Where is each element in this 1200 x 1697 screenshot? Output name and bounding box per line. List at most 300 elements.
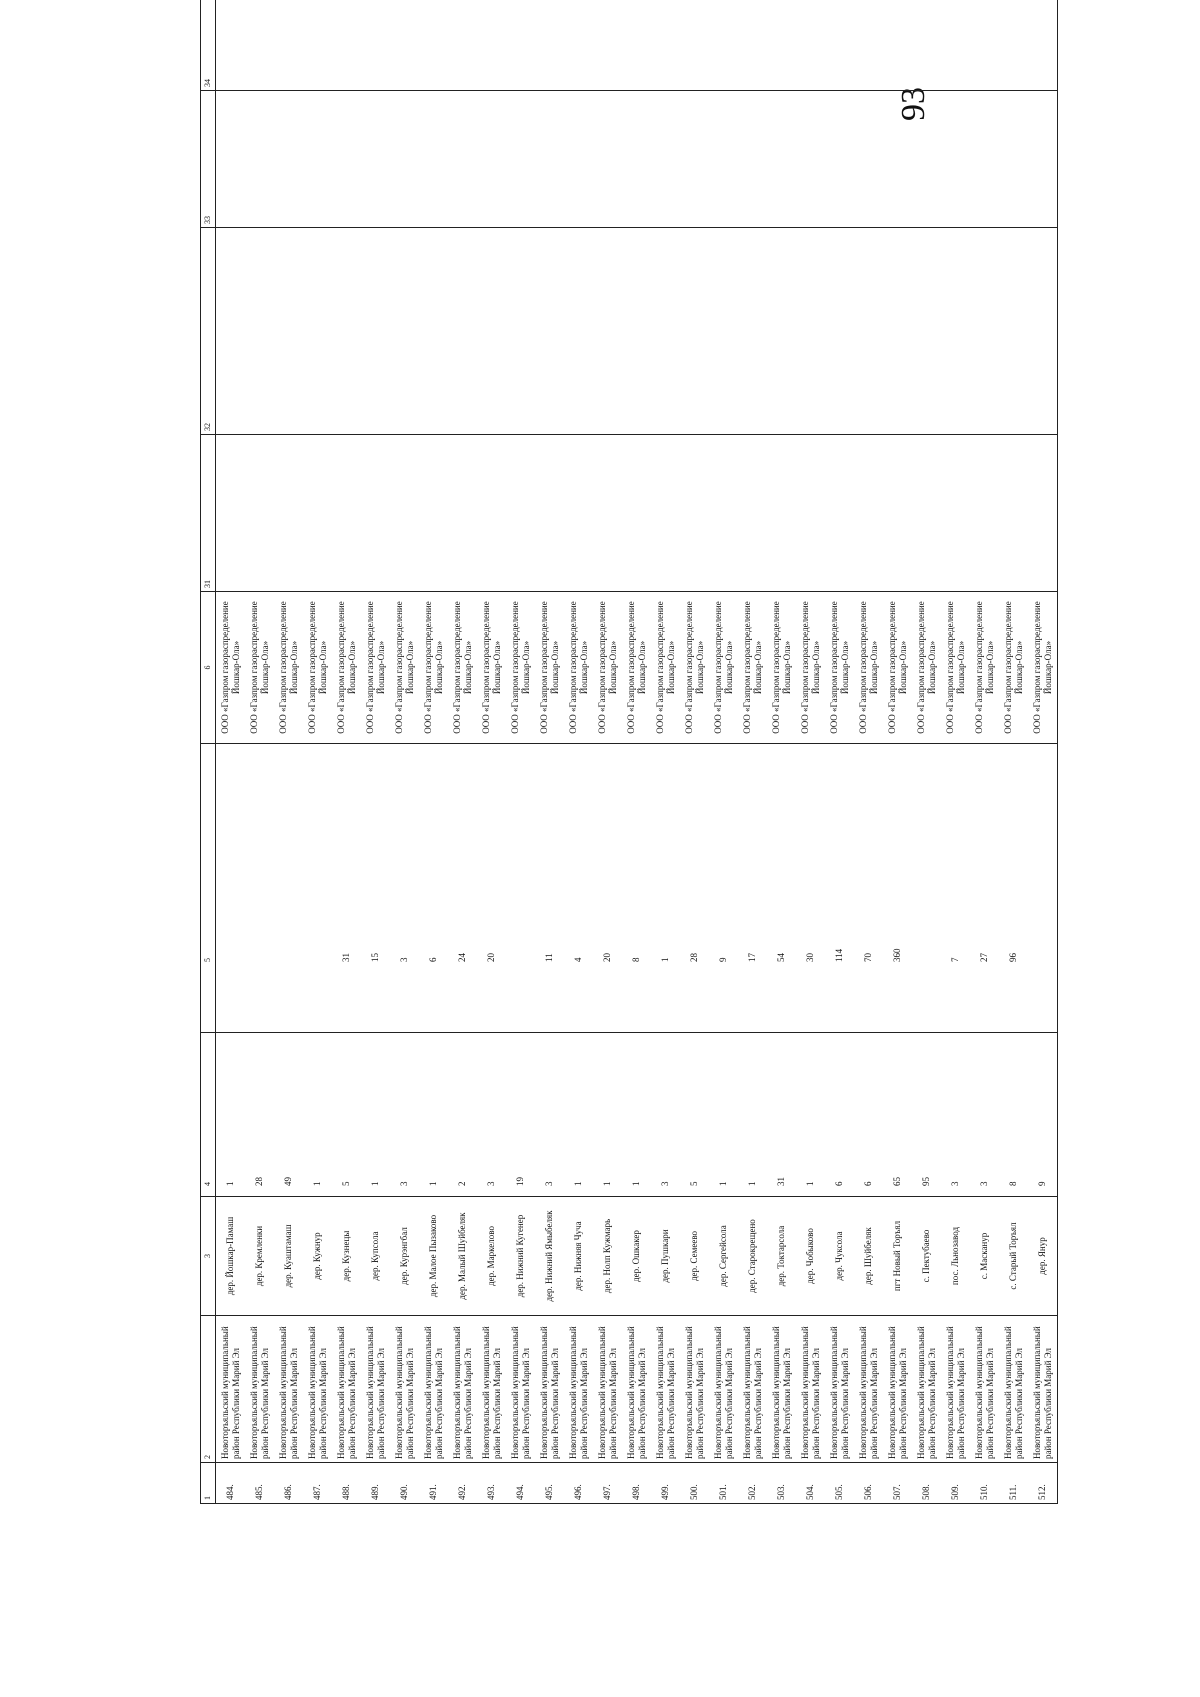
row-number: 500. — [680, 1463, 709, 1504]
col31-cell — [796, 435, 825, 592]
col32-cell — [970, 228, 999, 435]
col33-cell — [1028, 91, 1058, 228]
district-cell: Новоторъяльский муниципальный район Республики Марий Эл — [564, 1316, 593, 1463]
row-number: 485. — [245, 1463, 274, 1504]
col33-cell — [912, 91, 941, 228]
row-number: 491. — [419, 1463, 448, 1504]
col4-value-cell: 95 — [912, 1033, 941, 1197]
col5-value-cell — [303, 744, 332, 1033]
settlement-cell: пгт Новый Торъял — [883, 1197, 912, 1316]
col32-cell — [796, 228, 825, 435]
col33-cell — [564, 91, 593, 228]
table-row — [332, 0, 361, 1504]
col31-cell — [1028, 435, 1058, 592]
col4-value-cell: 6 — [825, 1033, 854, 1197]
col31-cell — [651, 435, 680, 592]
col33-cell — [680, 91, 709, 228]
col5-value-cell: 27 — [970, 744, 999, 1033]
col34-cell — [477, 0, 506, 91]
header-col-33: 33 — [201, 91, 216, 228]
organization-cell: ООО «Газпром газораспределение Йошкар-Ола» — [796, 592, 825, 744]
organization-cell: ООО «Газпром газораспределение Йошкар-Ола» — [941, 592, 970, 744]
col4-value-cell: 1 — [593, 1033, 622, 1197]
table-row — [651, 0, 680, 1504]
col32-cell — [390, 228, 419, 435]
settlement-cell: дер. Куаштамаш — [274, 1197, 303, 1316]
col5-value-cell — [245, 744, 274, 1033]
settlement-cell: дер. Чуксола — [825, 1197, 854, 1316]
col5-value-cell — [506, 744, 535, 1033]
col31-cell — [738, 435, 767, 592]
col34-cell — [419, 0, 448, 91]
settlement-cell: дер. Нижний Ямыбеляк — [535, 1197, 564, 1316]
district-cell: Новоторъяльский муниципальный район Республики Марий Эл — [303, 1316, 332, 1463]
col31-cell — [622, 435, 651, 592]
col5-value-cell — [912, 744, 941, 1033]
header-row — [201, 0, 216, 1504]
col33-cell — [883, 91, 912, 228]
col31-cell — [564, 435, 593, 592]
col33-cell — [535, 91, 564, 228]
col31-cell — [767, 435, 796, 592]
table-row — [738, 0, 767, 1504]
organization-cell: ООО «Газпром газораспределение Йошкар-Ола» — [709, 592, 738, 744]
settlement-cell: дер. Янур — [1028, 1197, 1058, 1316]
header-col-3: 3 — [201, 1197, 216, 1316]
col34-cell — [564, 0, 593, 91]
col4-value-cell: 1 — [796, 1033, 825, 1197]
organization-cell: ООО «Газпром газораспределение Йошкар-Ола» — [970, 592, 999, 744]
table-row — [709, 0, 738, 1504]
col4-value-cell: 9 — [1028, 1033, 1058, 1197]
row-number: 498. — [622, 1463, 651, 1504]
col33-cell — [854, 91, 883, 228]
row-number: 497. — [593, 1463, 622, 1504]
col34-cell — [912, 0, 941, 91]
row-number: 507. — [883, 1463, 912, 1504]
col4-value-cell: 8 — [999, 1033, 1028, 1197]
settlement-cell: дер. Кужнур — [303, 1197, 332, 1316]
row-number: 501. — [709, 1463, 738, 1504]
district-cell: Новоторъяльский муниципальный район Республики Марий Эл — [622, 1316, 651, 1463]
row-number: 510. — [970, 1463, 999, 1504]
organization-cell: ООО «Газпром газораспределение Йошкар-Ола» — [361, 592, 390, 744]
col34-cell — [361, 0, 390, 91]
settlement-cell: дер. Йошкар-Памаш — [216, 1197, 246, 1316]
col32-cell — [535, 228, 564, 435]
col33-cell — [999, 91, 1028, 228]
table-container — [200, 79, 1200, 1504]
organization-cell: ООО «Газпром газораспределение Йошкар-Ола» — [245, 592, 274, 744]
district-cell: Новоторъяльский муниципальный район Республики Марий Эл — [419, 1316, 448, 1463]
organization-cell: ООО «Газпром газораспределение Йошкар-Ола» — [593, 592, 622, 744]
organization-cell: ООО «Газпром газораспределение Йошкар-Ола» — [738, 592, 767, 744]
district-cell: Новоторъяльский муниципальный район Республики Марий Эл — [390, 1316, 419, 1463]
district-cell: Новоторъяльский муниципальный район Республики Марий Эл — [535, 1316, 564, 1463]
organization-cell: ООО «Газпром газораспределение Йошкар-Ола» — [274, 592, 303, 744]
header-col-2: 2 — [201, 1316, 216, 1463]
col5-value-cell — [216, 744, 246, 1033]
col32-cell — [622, 228, 651, 435]
table-row — [274, 0, 303, 1504]
col32-cell — [825, 228, 854, 435]
col33-cell — [390, 91, 419, 228]
col4-value-cell: 6 — [854, 1033, 883, 1197]
organization-cell: ООО «Газпром газораспределение Йошкар-Ола» — [390, 592, 419, 744]
table-row — [506, 0, 535, 1504]
col33-cell — [593, 91, 622, 228]
col4-value-cell: 1 — [738, 1033, 767, 1197]
row-number: 499. — [651, 1463, 680, 1504]
district-cell: Новоторъяльский муниципальный район Республики Марий Эл — [912, 1316, 941, 1463]
table-row — [999, 0, 1028, 1504]
settlement-cell: дер. Семеево — [680, 1197, 709, 1316]
header-col-32: 32 — [201, 228, 216, 435]
col32-cell — [477, 228, 506, 435]
table-row — [912, 0, 941, 1504]
col5-value-cell: 4 — [564, 744, 593, 1033]
col4-value-cell: 1 — [303, 1033, 332, 1197]
table-row — [303, 0, 332, 1504]
rotated-table — [200, 79, 1200, 1504]
col33-cell — [216, 91, 246, 228]
organization-cell: ООО «Газпром газораспределение Йошкар-Ола» — [419, 592, 448, 744]
col31-cell — [535, 435, 564, 592]
col31-cell — [274, 435, 303, 592]
col5-value-cell: 54 — [767, 744, 796, 1033]
row-number: 487. — [303, 1463, 332, 1504]
col33-cell — [245, 91, 274, 228]
district-cell: Новоторъяльский муниципальный район Республики Марий Эл — [332, 1316, 361, 1463]
organization-cell: ООО «Газпром газораспределение Йошкар-Ола» — [883, 592, 912, 744]
organization-cell: ООО «Газпром газораспределение Йошкар-Ола» — [332, 592, 361, 744]
district-cell: Новоторъяльский муниципальный район Республики Марий Эл — [477, 1316, 506, 1463]
table-row — [448, 0, 477, 1504]
row-number: 488. — [332, 1463, 361, 1504]
district-cell: Новоторъяльский муниципальный район Республики Марий Эл — [796, 1316, 825, 1463]
settlement-cell: дер. Сергейсола — [709, 1197, 738, 1316]
col31-cell — [825, 435, 854, 592]
col33-cell — [332, 91, 361, 228]
row-number: 504. — [796, 1463, 825, 1504]
col5-value-cell: 15 — [361, 744, 390, 1033]
table-row — [593, 0, 622, 1504]
row-number: 511. — [999, 1463, 1028, 1504]
data-table — [200, 0, 1058, 1504]
table-row — [564, 0, 593, 1504]
col33-cell — [970, 91, 999, 228]
col34-cell — [506, 0, 535, 91]
col4-value-cell: 1 — [419, 1033, 448, 1197]
col33-cell — [622, 91, 651, 228]
settlement-cell: дер. Кремленки — [245, 1197, 274, 1316]
col5-value-cell: 3 — [390, 744, 419, 1033]
col32-cell — [448, 228, 477, 435]
col4-value-cell: 19 — [506, 1033, 535, 1197]
col34-cell — [825, 0, 854, 91]
district-cell: Новоторъяльский муниципальный район Республики Марий Эл — [361, 1316, 390, 1463]
table-row — [767, 0, 796, 1504]
col5-value-cell: 24 — [448, 744, 477, 1033]
col34-cell — [448, 0, 477, 91]
col34-cell — [593, 0, 622, 91]
col5-value-cell: 20 — [593, 744, 622, 1033]
col34-cell — [535, 0, 564, 91]
col5-value-cell: 7 — [941, 744, 970, 1033]
col4-value-cell: 3 — [970, 1033, 999, 1197]
col34-cell — [390, 0, 419, 91]
col34-cell — [970, 0, 999, 91]
settlement-cell: дер. Шуйбеляк — [854, 1197, 883, 1316]
row-number: 489. — [361, 1463, 390, 1504]
col33-cell — [361, 91, 390, 228]
col5-value-cell: 30 — [796, 744, 825, 1033]
col31-cell — [216, 435, 246, 592]
district-cell: Новоторъяльский муниципальный район Республики Марий Эл — [448, 1316, 477, 1463]
col5-value-cell: 17 — [738, 744, 767, 1033]
row-number: 502. — [738, 1463, 767, 1504]
col5-value-cell: 360 — [883, 744, 912, 1033]
table-row — [216, 0, 246, 1504]
col31-cell — [477, 435, 506, 592]
col34-cell — [622, 0, 651, 91]
col34-cell — [767, 0, 796, 91]
col33-cell — [651, 91, 680, 228]
settlement-cell: с. Старый Торъял — [999, 1197, 1028, 1316]
district-cell: Новоторъяльский муниципальный район Республики Марий Эл — [1028, 1316, 1058, 1463]
table-row — [854, 0, 883, 1504]
col34-cell — [883, 0, 912, 91]
col5-value-cell: 8 — [622, 744, 651, 1033]
row-number: 505. — [825, 1463, 854, 1504]
header-col-4: 4 — [201, 1033, 216, 1197]
col32-cell — [332, 228, 361, 435]
organization-cell: ООО «Газпром газораспределение Йошкар-Ола» — [506, 592, 535, 744]
col32-cell — [216, 228, 246, 435]
header-col-34: 34 — [201, 0, 216, 91]
col4-value-cell: 5 — [680, 1033, 709, 1197]
col4-value-cell: 49 — [274, 1033, 303, 1197]
organization-cell: ООО «Газпром газораспределение Йошкар-Ола» — [999, 592, 1028, 744]
header-col-5: 5 — [201, 744, 216, 1033]
col5-value-cell: 114 — [825, 744, 854, 1033]
row-number: 484. — [216, 1463, 246, 1504]
col32-cell — [709, 228, 738, 435]
table-row — [535, 0, 564, 1504]
col4-value-cell: 28 — [245, 1033, 274, 1197]
col5-value-cell: 1 — [651, 744, 680, 1033]
district-cell: Новоторъяльский муниципальный район Республики Марий Эл — [738, 1316, 767, 1463]
district-cell: Новоторъяльский муниципальный район Республики Марий Эл — [274, 1316, 303, 1463]
organization-cell: ООО «Газпром газораспределение Йошкар-Ола» — [912, 592, 941, 744]
col5-value-cell: 20 — [477, 744, 506, 1033]
col34-cell — [303, 0, 332, 91]
organization-cell: ООО «Газпром газораспределение Йошкар-Ола» — [767, 592, 796, 744]
district-cell: Новоторъяльский муниципальный район Республики Марий Эл — [709, 1316, 738, 1463]
col34-cell — [680, 0, 709, 91]
col4-value-cell: 1 — [709, 1033, 738, 1197]
district-cell: Новоторъяльский муниципальный район Республики Марий Эл — [883, 1316, 912, 1463]
table-row — [796, 0, 825, 1504]
col31-cell — [709, 435, 738, 592]
table-row — [970, 0, 999, 1504]
col32-cell — [999, 228, 1028, 435]
col4-value-cell: 3 — [390, 1033, 419, 1197]
row-number: 492. — [448, 1463, 477, 1504]
organization-cell: ООО «Газпром газораспределение Йошкар-Ола» — [535, 592, 564, 744]
district-cell: Новоторъяльский муниципальный район Республики Марий Эл — [825, 1316, 854, 1463]
district-cell: Новоторъяльский муниципальный район Республики Марий Эл — [216, 1316, 246, 1463]
row-number: 508. — [912, 1463, 941, 1504]
organization-cell: ООО «Газпром газораспределение Йошкар-Ола» — [854, 592, 883, 744]
col4-value-cell: 65 — [883, 1033, 912, 1197]
table-row — [680, 0, 709, 1504]
settlement-cell: с. Масканур — [970, 1197, 999, 1316]
col34-cell — [999, 0, 1028, 91]
col32-cell — [506, 228, 535, 435]
settlement-cell: дер. Ошкакер — [622, 1197, 651, 1316]
col4-value-cell: 1 — [564, 1033, 593, 1197]
col33-cell — [274, 91, 303, 228]
district-cell: Новоторъяльский муниципальный район Республики Марий Эл — [941, 1316, 970, 1463]
district-cell: Новоторъяльский муниципальный район Республики Марий Эл — [854, 1316, 883, 1463]
col31-cell — [941, 435, 970, 592]
district-cell: Новоторъяльский муниципальный район Республики Марий Эл — [999, 1316, 1028, 1463]
settlement-cell: дер. Пушкари — [651, 1197, 680, 1316]
col31-cell — [854, 435, 883, 592]
col31-cell — [332, 435, 361, 592]
col31-cell — [419, 435, 448, 592]
col4-value-cell: 2 — [448, 1033, 477, 1197]
settlement-cell: дер. Старокрещено — [738, 1197, 767, 1316]
col32-cell — [1028, 228, 1058, 435]
col34-cell — [941, 0, 970, 91]
col34-cell — [651, 0, 680, 91]
col32-cell — [274, 228, 303, 435]
col4-value-cell: 5 — [332, 1033, 361, 1197]
col5-value-cell: 28 — [680, 744, 709, 1033]
row-number: 493. — [477, 1463, 506, 1504]
col33-cell — [738, 91, 767, 228]
col34-cell — [332, 0, 361, 91]
col5-value-cell: 70 — [854, 744, 883, 1033]
col31-cell — [506, 435, 535, 592]
col4-value-cell: 1 — [622, 1033, 651, 1197]
col33-cell — [941, 91, 970, 228]
col34-cell — [796, 0, 825, 91]
organization-cell: ООО «Газпром газораспределение Йошкар-Ола» — [303, 592, 332, 744]
col32-cell — [883, 228, 912, 435]
col31-cell — [361, 435, 390, 592]
col5-value-cell — [1028, 744, 1058, 1033]
col34-cell — [854, 0, 883, 91]
district-cell: Новоторъяльский муниципальный район Республики Марий Эл — [506, 1316, 535, 1463]
table-row — [361, 0, 390, 1504]
settlement-cell: дер. Нижний Кугенер — [506, 1197, 535, 1316]
page-number: 93 — [895, 87, 932, 121]
col31-cell — [883, 435, 912, 592]
organization-cell: ООО «Газпром газораспределение Йошкар-Ола» — [448, 592, 477, 744]
header-col-1: 1 — [201, 1463, 216, 1504]
table-row — [1028, 0, 1058, 1504]
col32-cell — [738, 228, 767, 435]
row-number: 509. — [941, 1463, 970, 1504]
col33-cell — [796, 91, 825, 228]
col31-cell — [999, 435, 1028, 592]
col34-cell — [1028, 0, 1058, 91]
table-row — [883, 0, 912, 1504]
organization-cell: ООО «Газпром газораспределение Йошкар-Ола» — [651, 592, 680, 744]
col33-cell — [825, 91, 854, 228]
settlement-cell: дер. Малый Шуйбеляк — [448, 1197, 477, 1316]
table-body — [216, 0, 1058, 1504]
settlement-cell: дер. Чобыково — [796, 1197, 825, 1316]
district-cell: Новоторъяльский муниципальный район Республики Марий Эл — [767, 1316, 796, 1463]
col4-value-cell: 3 — [941, 1033, 970, 1197]
col32-cell — [593, 228, 622, 435]
district-cell: Новоторъяльский муниципальный район Республики Марий Эл — [680, 1316, 709, 1463]
organization-cell: ООО «Газпром газораспределение Йошкар-Ола» — [622, 592, 651, 744]
col34-cell — [738, 0, 767, 91]
col32-cell — [303, 228, 332, 435]
col31-cell — [390, 435, 419, 592]
col5-value-cell: 9 — [709, 744, 738, 1033]
settlement-cell: дер. Курэнгбал — [390, 1197, 419, 1316]
col33-cell — [767, 91, 796, 228]
col33-cell — [506, 91, 535, 228]
row-number: 506. — [854, 1463, 883, 1504]
col4-value-cell: 3 — [651, 1033, 680, 1197]
organization-cell: ООО «Газпром газораспределение Йошкар-Ола» — [216, 592, 246, 744]
col34-cell — [216, 0, 246, 91]
settlement-cell: дер. Купсола — [361, 1197, 390, 1316]
header-col-31: 31 — [201, 435, 216, 592]
col31-cell — [448, 435, 477, 592]
organization-cell: ООО «Газпром газораспределение Йошкар-Ола» — [1028, 592, 1058, 744]
table-row — [825, 0, 854, 1504]
col33-cell — [477, 91, 506, 228]
col32-cell — [245, 228, 274, 435]
col5-value-cell: 11 — [535, 744, 564, 1033]
col32-cell — [941, 228, 970, 435]
settlement-cell: с. Пектубаево — [912, 1197, 941, 1316]
col4-value-cell: 1 — [361, 1033, 390, 1197]
district-cell: Новоторъяльский муниципальный район Республики Марий Эл — [593, 1316, 622, 1463]
district-cell: Новоторъяльский муниципальный район Республики Марий Эл — [970, 1316, 999, 1463]
table-row — [941, 0, 970, 1504]
col34-cell — [709, 0, 738, 91]
district-cell: Новоторъяльский муниципальный район Республики Марий Эл — [245, 1316, 274, 1463]
col32-cell — [680, 228, 709, 435]
settlement-cell: дер. Кузнецы — [332, 1197, 361, 1316]
district-cell: Новоторъяльский муниципальный район Республики Марий Эл — [651, 1316, 680, 1463]
col31-cell — [680, 435, 709, 592]
table-row — [419, 0, 448, 1504]
col32-cell — [912, 228, 941, 435]
table-row — [622, 0, 651, 1504]
table-row — [390, 0, 419, 1504]
col5-value-cell: 31 — [332, 744, 361, 1033]
settlement-cell: дер. Токтарсола — [767, 1197, 796, 1316]
organization-cell: ООО «Газпром газораспределение Йошкар-Ола» — [680, 592, 709, 744]
settlement-cell: дер. Малое Пызаково — [419, 1197, 448, 1316]
col32-cell — [419, 228, 448, 435]
col4-value-cell: 3 — [535, 1033, 564, 1197]
col32-cell — [651, 228, 680, 435]
organization-cell: ООО «Газпром газораспределение Йошкар-Ола» — [825, 592, 854, 744]
settlement-cell: дер. Нолп Кужмарь — [593, 1197, 622, 1316]
col4-value-cell: 1 — [216, 1033, 246, 1197]
